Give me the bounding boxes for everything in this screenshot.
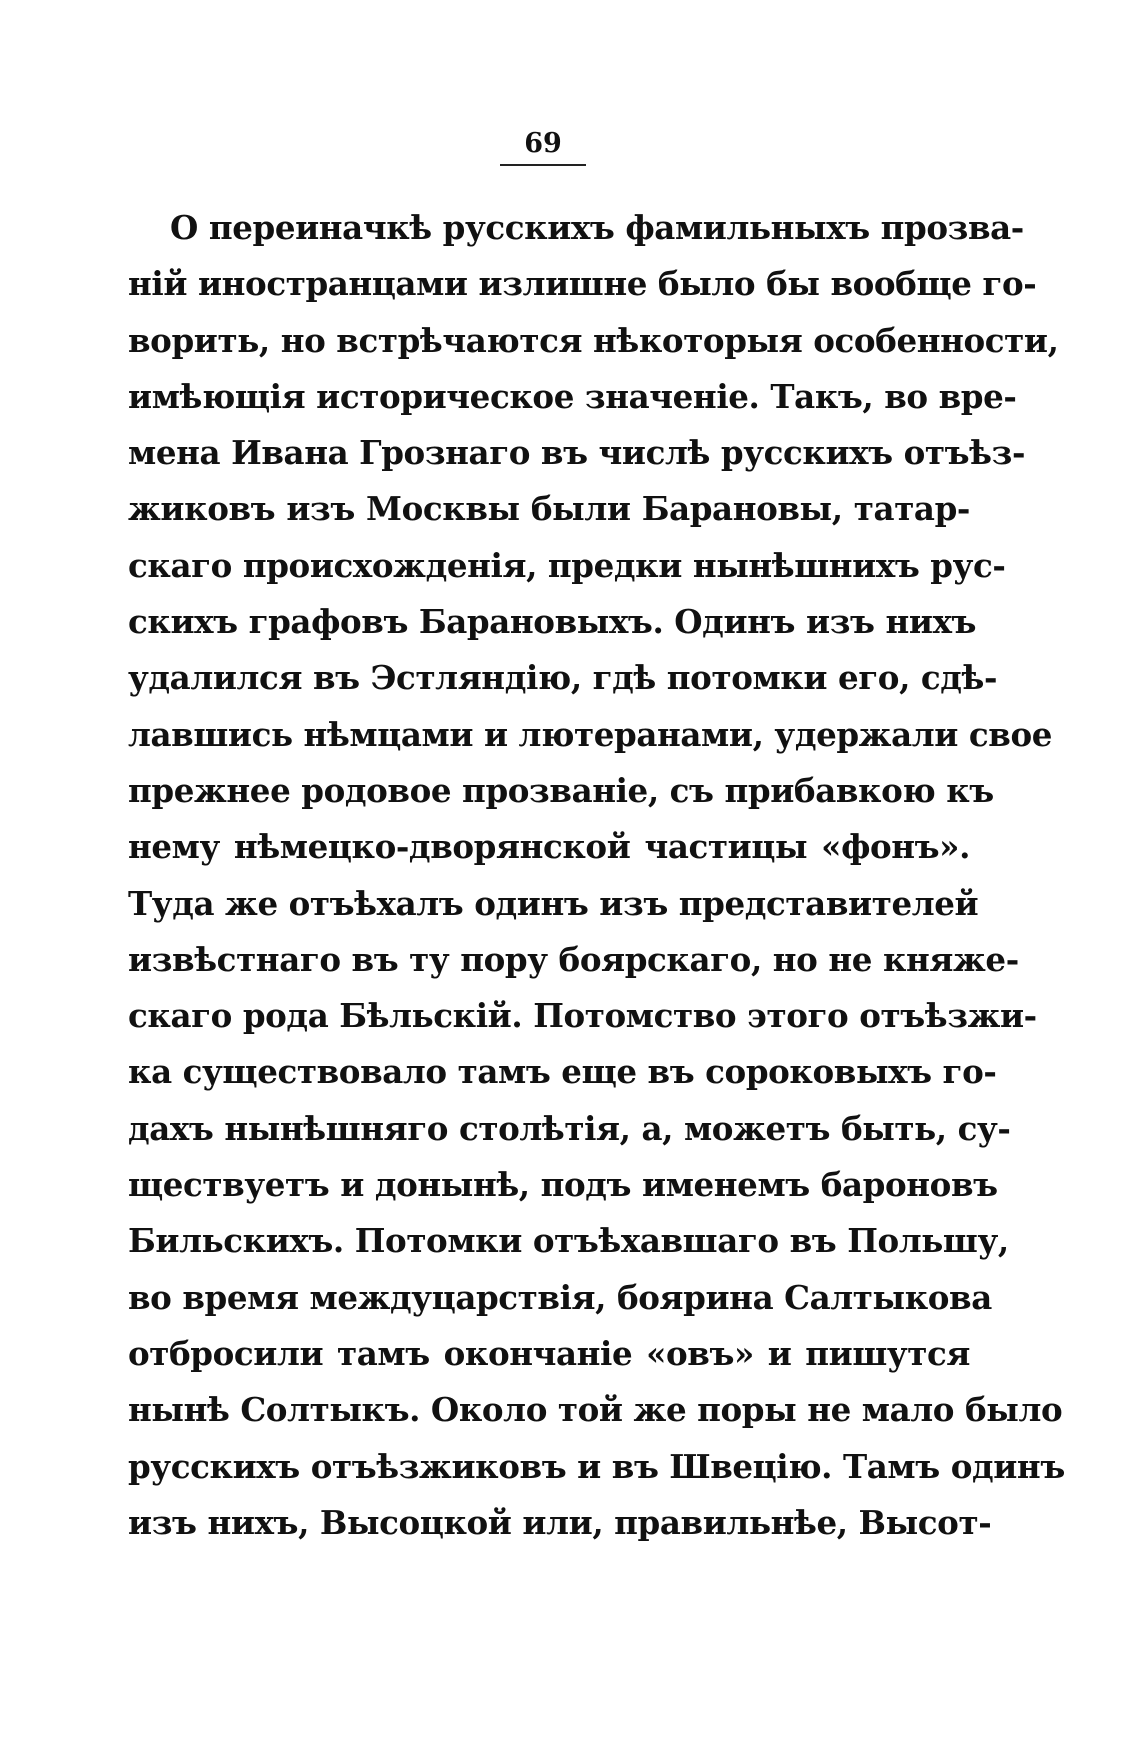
page-number: 69 (524, 128, 562, 159)
text-line: ворить, но встрѣчаются нѣкоторыя особенности, (128, 320, 1059, 360)
text-line: нынѣ Солтыкъ. Около той же поры не мало было (128, 1390, 1063, 1430)
text-line: ществуетъ и донынѣ, подъ именемъ бароновъ (128, 1165, 998, 1205)
text-line: скаго происхожденія, предки нынѣшнихъ рус- (128, 545, 1006, 585)
text-line: удалился въ Эстляндію, гдѣ потомки его, сдѣ- (128, 658, 998, 698)
text-line: имѣющія историческое значеніе. Такъ, во вре- (128, 376, 1017, 416)
text-line: отбросили тамъ окончаніе «овъ» и пишутся (128, 1333, 970, 1373)
text-line: изъ нихъ, Высоцкой или, правильнѣе, Высот- (128, 1502, 992, 1542)
text-line: русскихъ отъѣзжиковъ и въ Швецію. Тамъ одинъ (128, 1446, 1065, 1486)
text-line: ній иностранцами излишне было бы вообще го- (128, 264, 1037, 304)
text-line: дахъ нынѣшняго столѣтія, а, можетъ быть, су- (128, 1108, 1011, 1148)
text-line: скихъ графовъ Барановыхъ. Одинъ изъ нихъ (128, 602, 977, 642)
text-line: жиковъ изъ Москвы были Барановы, татар- (128, 489, 970, 529)
body-text (128, 200, 1065, 1551)
text-line: лавшись нѣмцами и лютеранами, удержали свое (128, 714, 1053, 754)
text-line: О переиначкѣ русскихъ фамильныхъ прозва- (170, 208, 1024, 247)
text-line: Бильскихъ. Потомки отъѣхавшаго въ Польшу, (128, 1221, 1009, 1261)
text-line: Туда же отъѣхалъ одинъ изъ представителей (128, 883, 979, 923)
text-line: извѣстнаго въ ту пору боярскаго, но не княже- (128, 939, 1019, 979)
text-line: во время междуцарствія, боярина Салтыкова (128, 1277, 992, 1317)
text-line: мена Ивана Грознаго въ числѣ русскихъ отъѣз- (128, 433, 1026, 473)
text-line: ка существовало тамъ еще въ сороковыхъ го- (128, 1052, 997, 1092)
text-line: прежнее родовое прозваніе, съ прибавкою къ (128, 770, 994, 810)
text-line: нему нѣмецко-дворянской частицы «фонъ». (128, 827, 970, 867)
page-number-rule (500, 164, 586, 166)
text-line: скаго рода Бѣльскій. Потомство этого отъѣзжи- (128, 996, 1037, 1036)
